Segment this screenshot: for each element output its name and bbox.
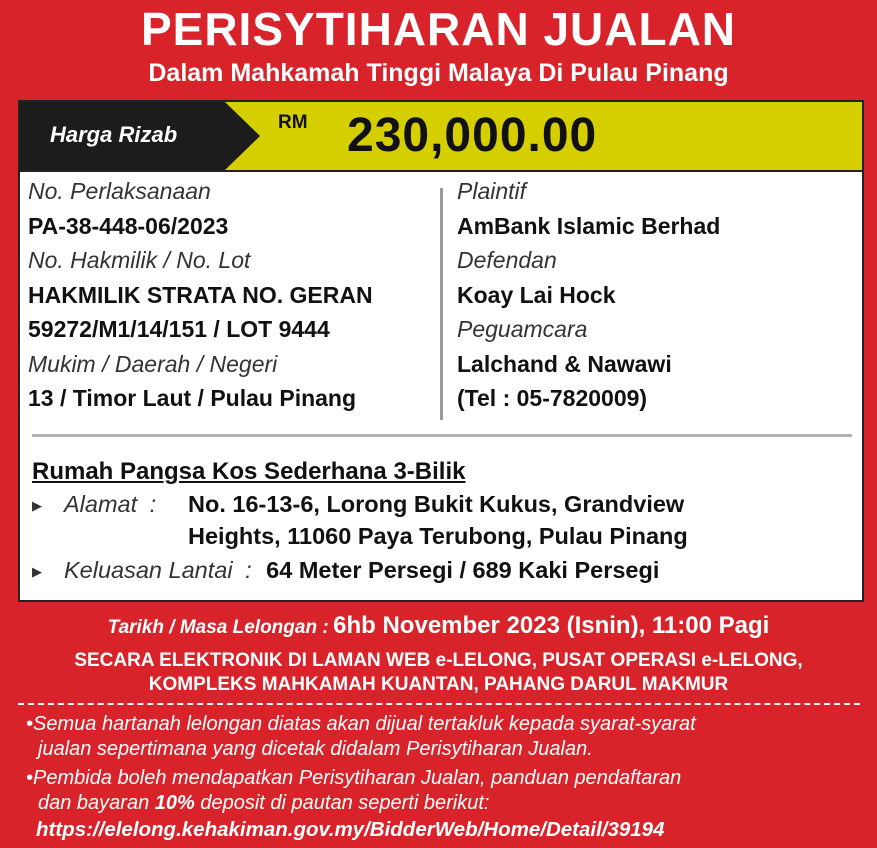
mukim-value: 13 / Timor Laut / Pulau Pinang: [28, 385, 357, 411]
dashed-separator: [18, 703, 860, 705]
auction-date-value: 6hb November 2023 (Isnin), 11:00 Pagi: [333, 612, 770, 639]
auction-venue-line1: SECARA ELEKTRONIK DI LAMAN WEB e-LELONG, PUSAT OPERASI e-LELONG,: [74, 650, 803, 671]
plaintiff-value: AmBank Islamic Berhad: [457, 212, 721, 239]
note-1-line1: [26, 712, 696, 736]
floor-area-row: [64, 554, 659, 586]
notice-panel: [18, 100, 864, 602]
floor-area-value: 64 Meter Persegi / 689 Kaki Persegi: [266, 557, 660, 583]
floor-area-separator: :: [245, 557, 252, 583]
parties-column: [457, 174, 857, 416]
address-value-line2: Heights, 11060 Paya Terubong, Pulau Pinang: [188, 523, 688, 549]
address-separator: :: [149, 491, 157, 517]
triangle-right-icon: ▶: [32, 498, 42, 513]
bullet-icon: •: [26, 767, 34, 789]
note-2-post: deposit di pautan seperti berikut:: [200, 792, 490, 814]
column-divider: [440, 188, 443, 420]
section-divider: [32, 434, 852, 437]
address-value-line1: No. 16-13-6, Lorong Bukit Kukus, Grandview: [188, 491, 685, 517]
auction-detail-link[interactable]: https://elelong.kehakiman.gov.my/BidderWeb/Home/Detail/39194: [36, 818, 665, 841]
bullet-icon: •: [26, 713, 34, 735]
defendant-label: Defendan: [457, 247, 557, 273]
note-2-line2: [38, 791, 489, 815]
solicitor-label: Peguamcara: [457, 316, 588, 342]
address-label: Alamat: [64, 491, 138, 517]
note-1-line2: jualan sepertimana yang dicetak didalam Perisytiharan Jualan.: [38, 738, 593, 760]
currency-label: RM: [278, 112, 308, 133]
mukim-label: Mukim / Daerah / Negeri: [28, 350, 278, 377]
reserve-price-label: Harga Rizab: [50, 122, 178, 147]
execution-number-label: No. Perlaksanaan: [28, 178, 211, 204]
auction-date-label: Tarikh / Masa Lelongan :: [107, 617, 329, 638]
title-value-line1: HAKMILIK STRATA NO. GERAN: [28, 281, 373, 308]
solicitor-value: Lalchand & Nawawi: [457, 350, 672, 377]
plaintiff-label: Plaintif: [457, 178, 527, 204]
triangle-right-icon: ▶: [32, 564, 42, 579]
floor-area-label: Keluasan Lantai: [64, 557, 233, 583]
reserve-price-bar: [20, 102, 862, 172]
title-lot-label: No. Hakmilik / No. Lot: [28, 247, 251, 273]
property-type-title: Rumah Pangsa Kos Sederhana 3-Bilik: [32, 458, 466, 485]
execution-number-value: PA-38-448-06/2023: [28, 212, 229, 239]
reserve-price-amount: 230,000.00: [347, 109, 598, 162]
auction-venue-line2: KOMPLEKS MAHKAMAH KUANTAN, PAHANG DARUL MAKMUR: [148, 674, 729, 695]
note-1-text: Semua hartanah lelongan diatas akan dijual tertakluk kepada syarat-syarat: [33, 713, 696, 735]
deposit-percent: 10%: [154, 792, 195, 814]
auction-date-line: [0, 612, 877, 640]
court-subtitle: Dalam Mahkamah Tinggi Malaya Di Pulau Pinang: [148, 59, 729, 87]
note-2-text: Pembida boleh mendapatkan Perisytiharan Jualan, panduan pendaftaran: [33, 767, 682, 789]
note-2-line1: [26, 766, 681, 790]
address-row: [64, 488, 156, 520]
defendant-value: Koay Lai Hock: [457, 281, 616, 308]
case-details-column: [28, 174, 433, 416]
notice-title: PERISYTIHARAN JUALAN: [140, 3, 737, 55]
solicitor-phone: (Tel : 05-7820009): [457, 385, 648, 411]
title-value-line2: 59272/M1/14/151 / LOT 9444: [28, 316, 330, 342]
note-2-pre: dan bayaran: [38, 792, 150, 814]
